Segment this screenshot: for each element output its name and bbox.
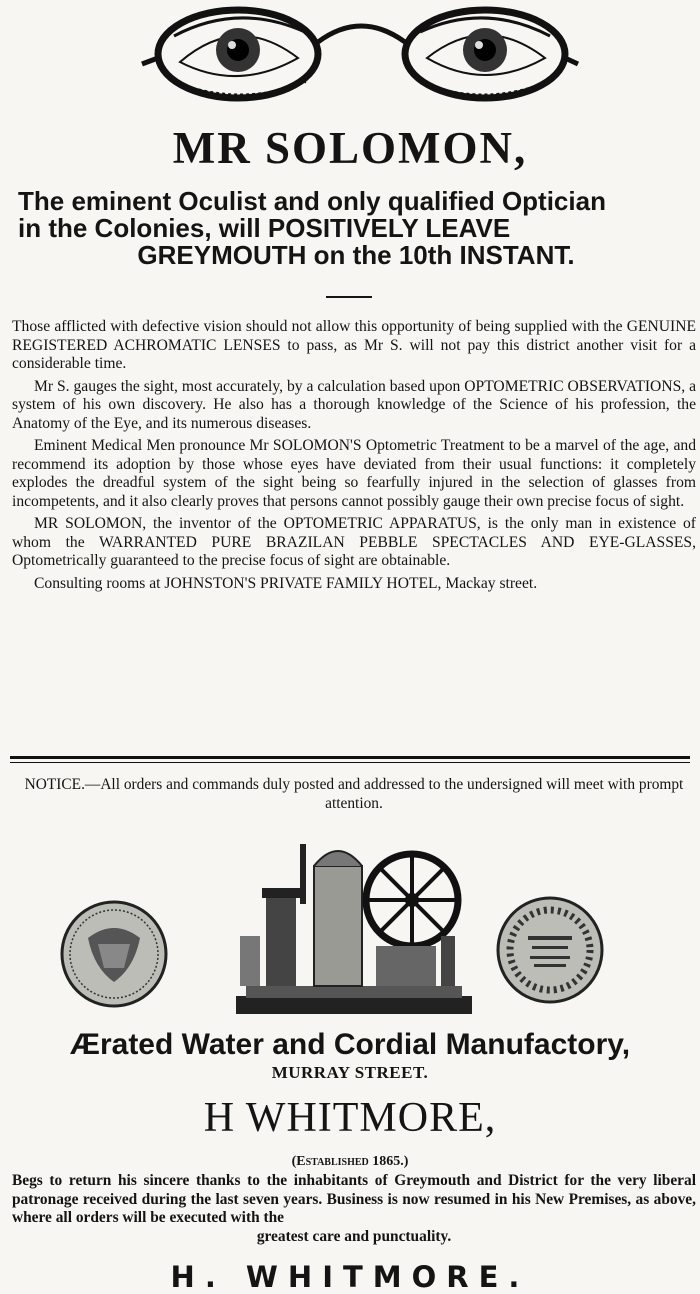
thanks-text-end: greatest care and punctuality. [256,1227,452,1245]
column-rule-thick [10,756,690,759]
established-date: (Established 1865.) [291,1154,409,1169]
paragraph-medical-men: Eminent Medical Men pronounce Mr SOLOMON'S Optometric Treatment to be a marvel of the age, and recommend its adoption by those whose eyes have deviated from their usual functions: it completely explodes the dreadful system of the sight being so fearfully injured in the selection of glasses from incompetents, and it also clearly proves that persons cannot possibly gauge their own precise focus of sight. [12,437,696,510]
whitmore-signature: H. WHITMORE. [170,1260,530,1294]
thanks-text: Begs to return his sincere thanks to the inhabitants of Greymouth and District for the very liberal patronage received during the last seven years. Business is now resumed in his New Premises, as above, where all orders will be executed with the [12,1172,696,1226]
lead-announcement [18,188,694,269]
spectacles-eyes-illustration [140,2,580,114]
lead-line-2: in the Colonies, will POSITIVELY LEAVE [18,213,511,243]
street-address: MURRAY STREET. [271,1063,429,1082]
manufactory-heading: Ærated Water and Cordial Manufactory, [69,1028,631,1061]
medal-left-illustration [58,898,170,1010]
advertiser-name-whitmore: H WHITMORE, [203,1095,497,1141]
paragraph-optometric-observations: Mr S. gauges the sight, most accurately, by a calculation based upon OPTOMETRIC OBSERVATIONS, a system of his own discovery. He also has a thorough knowledge of the Science of his profession, the Anatomy of the Eye, and its numerous diseases. [12,377,696,432]
advertiser-name-solomon: MR SOLOMON, [172,123,528,173]
paragraph-defective-vision: Those afflicted with defective vision should not allow this opportunity of being supplied with the GENUINE REGISTERED ACHROMATIC LENSES to pass, as Mr S. will not pay this district another visit for a considerable time. [12,318,696,372]
column-rule-thin [10,762,690,763]
solomon-body-copy [12,318,696,597]
paragraph-consulting-rooms: Consulting rooms at JOHNSTON'S PRIVATE FAMILY HOTEL, Mackay street. [34,574,538,592]
whitmore-thanks-copy [12,1172,696,1246]
section-divider [326,296,372,298]
paragraph-optometric-apparatus: MR SOLOMON, the inventor of the OPTOMETRIC APPARATUS, is the only man in existence of whom the WARRANTED PURE BRAZILAN PEBBLE SPECTACLES AND EYE-GLASSES, Optometrically guaranteed to the precise focus of sight are obtainable. [12,515,696,569]
notice-orders: NOTICE.—All orders and commands duly posted and addressed to the undersigned will meet with prompt attention. [24,776,684,812]
lead-line-1: The eminent Oculist and only qualified Optician [18,186,606,216]
lead-line-3: GREYMOUTH on the 10th INSTANT. [137,240,575,270]
factory-machinery-illustration [236,836,472,1018]
medal-right-illustration [494,894,606,1006]
